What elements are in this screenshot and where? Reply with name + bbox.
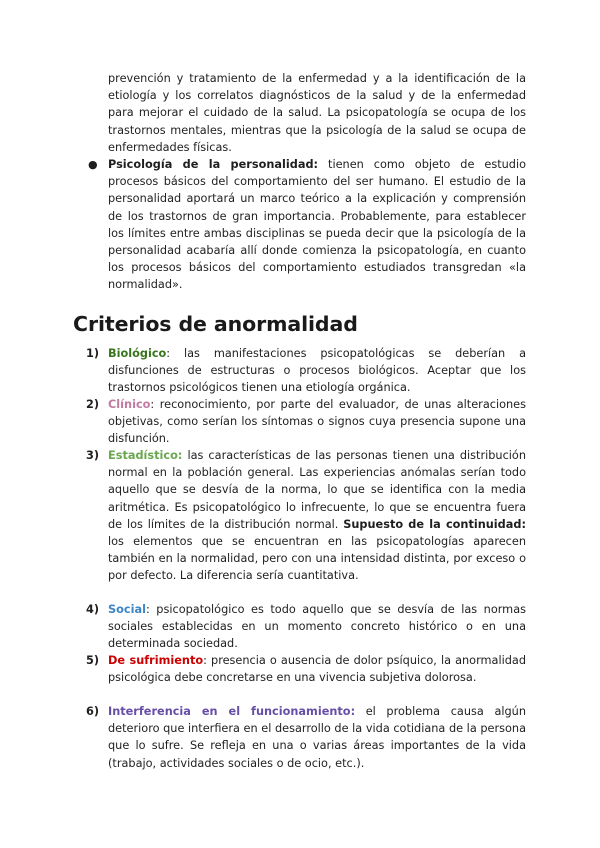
sub-criterion-text: los elementos que se encuentran en las psicopatologías aparecen también en la normalidad, pero con una intensidad distinta, por exceso o por defecto. La diferencia sería cuantitativa. bbox=[108, 535, 526, 583]
criterion-sufrimiento bbox=[108, 652, 526, 686]
criterion-term: Biológico bbox=[108, 347, 167, 360]
criterion-text: : las manifestaciones psicopatológicas se deberían a disfunciones de estructuras o procesos biológicos. Aceptar que los trastornos psicológicos tienen una etiología orgánica. bbox=[108, 347, 526, 395]
criterion-interferencia bbox=[108, 703, 526, 772]
criterion-clinico bbox=[108, 396, 526, 448]
criterion-number: 3) bbox=[86, 449, 100, 462]
criterion-text: las características de las personas tienen una distribución normal en la población general. Las experiencias anómalas serían todo aquello que se desvía de la norma, lo que se identifica con la media aritmética. Es psicopatológico lo infrecuente, lo que se encuentra fuera de los límites de la distribución normal. bbox=[108, 449, 526, 531]
criterion-number: 1) bbox=[86, 347, 100, 360]
criterion-term: Interferencia en el funcionamiento: bbox=[108, 705, 356, 718]
criterion-number: 6) bbox=[86, 705, 100, 718]
bullet-marker: ● bbox=[88, 158, 98, 171]
criterion-term: Social bbox=[108, 603, 146, 616]
criterion-biologico bbox=[108, 345, 526, 397]
criterion-number: 2) bbox=[86, 398, 100, 411]
intro-text: prevención y tratamiento de la enfermedad y a la identificación de la etiología y los correlatos diagnósticos de la salud y de la enfermedad para mejorar el cuidado de la salud. La psicopatología se ocupa de los trastornos mentales, mientras que la psicología de la salud se ocupa de enfermedades físicas. bbox=[108, 72, 526, 154]
criterion-number: 4) bbox=[86, 603, 100, 616]
intro-paragraph bbox=[108, 70, 526, 156]
bullet-term: Psicología de la personalidad: bbox=[108, 158, 319, 171]
criterion-text: el problema causa algún deterioro que interfiera en el desarrollo de la vida cotidiana de la persona que lo sufre. Se refleja en una o varias áreas importantes de la vida (trabajo, actividades sociales o de ocio, etc.). bbox=[108, 705, 526, 770]
sub-criterion-term: Supuesto de la continuidad: bbox=[343, 517, 526, 531]
criterion-term: De sufrimiento bbox=[108, 654, 204, 667]
criterion-number: 5) bbox=[86, 654, 100, 667]
criterion-text: : reconocimiento, por parte del evaluador, de unas alteraciones objetivas, como serían los síntomas o signos cuya presencia supone una disfunción. bbox=[108, 398, 526, 446]
criterion-text: : psicopatológico es todo aquello que se desvía de las normas sociales establecidas en un momento concreto histórico o en una determinada sociedad. bbox=[108, 603, 526, 651]
criterion-term: Clínico bbox=[108, 398, 151, 411]
criterion-social bbox=[108, 601, 526, 653]
criterion-term: Estadístico: bbox=[108, 449, 183, 462]
bullet-personalidad bbox=[108, 156, 526, 294]
section-title: Criterios de anormalidad bbox=[73, 312, 358, 336]
bullet-text: tienen como objeto de estudio procesos básicos del comportamiento del ser humano. El estudio de la personalidad aportará un marco teórico a la explicación y comprensión de los trastornos de gran importancia. Probablemente, para establecer los límites entre ambas disciplinas se pueda decir que la psicología de la personalidad acabaría allí donde comienza la psicopatología, en cuanto los procesos básicos del comportamiento estudiados transgredan «la normalidad». bbox=[108, 158, 527, 292]
criterion-text: : presencia o ausencia de dolor psíquico, la anormalidad psicológica debe concretarse en una vivencia subjetiva dolorosa. bbox=[108, 654, 527, 685]
criterion-estadistico bbox=[108, 447, 526, 585]
